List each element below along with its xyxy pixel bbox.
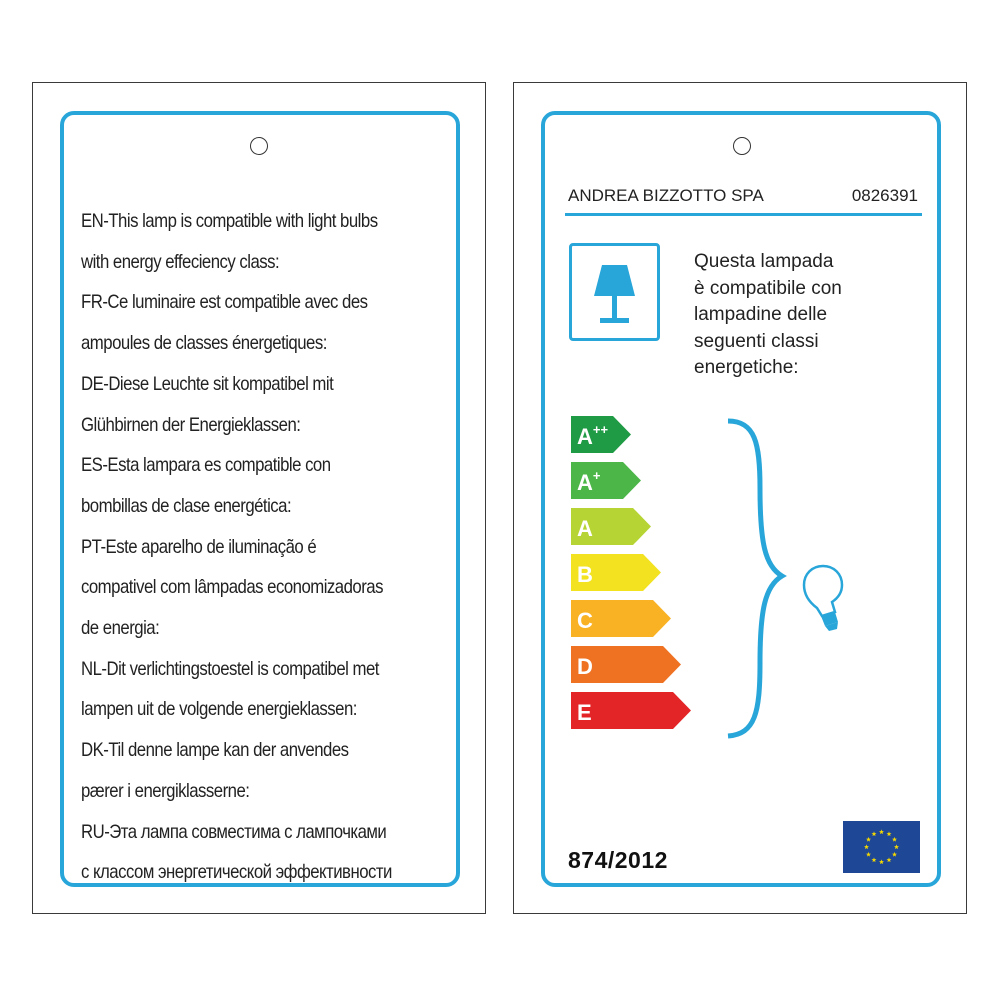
energy-class-c [571, 600, 671, 637]
hang-hole [250, 137, 268, 155]
text-line: EN-This lamp is compatible with light bulbs [81, 210, 378, 232]
energy-class-app [571, 416, 631, 453]
header-divider [565, 213, 922, 216]
energy-class-letter: E [577, 700, 592, 725]
regulation-number: 874/2012 [568, 847, 668, 873]
energy-class-letter: D [577, 654, 593, 679]
energy-label-right [513, 82, 967, 914]
eu-flag-icon [843, 821, 920, 873]
text-line: ampoules de classes énergetiques: [81, 332, 327, 355]
text-line: с классом энергетической эффективности [81, 861, 392, 884]
company-name: ANDREA BIZZOTTO SPA [568, 186, 764, 205]
energy-class-letter: A++ [577, 422, 609, 449]
light-bulb-icon [804, 566, 842, 631]
italian-text [694, 249, 842, 382]
text-line: bombillas de clase energética: [81, 494, 292, 517]
energy-class-letter: B [577, 562, 593, 587]
energy-class-b [571, 554, 661, 591]
energy-class-letter: A+ [577, 468, 601, 495]
energy-class-e [571, 692, 691, 729]
text-line: RU-Эта лампа совместима с лампочками [81, 820, 387, 843]
text-line: FR-Ce luminaire est compatible avec des [81, 291, 368, 314]
text-line: pærer i energiklasserne: [81, 779, 250, 802]
label-frame [541, 111, 941, 887]
text-line: DK-Til denne lampe kan der anvendes [81, 739, 349, 762]
text-line: Glühbirnen der Energieklassen: [81, 413, 301, 436]
text-line: with energy effeciency class: [81, 250, 280, 273]
text-line: ES-Esta lampara es compatible con [81, 454, 331, 477]
product-code: 0826391 [851, 186, 918, 205]
brace-and-bulb [720, 418, 850, 748]
energy-class-a [571, 508, 651, 545]
text-line: lampen uit de volgende energieklassen: [81, 698, 357, 721]
italian-text-line: Questa lampada [694, 251, 834, 272]
energy-class-letter: A [577, 516, 593, 541]
energy-class-letter: C [577, 608, 593, 633]
italian-text-line: è compatibile con [694, 277, 842, 299]
italian-text-line: lampadine delle [694, 304, 828, 325]
energy-class-d [571, 646, 681, 683]
text-line: NL-Dit verlichtingstoestel is compatibel met [81, 657, 379, 680]
italian-text-line: seguenti classi [694, 330, 819, 352]
compatibility-label-left [32, 82, 486, 914]
multilingual-text [81, 201, 451, 893]
text-line: compativel com lâmpadas economizadoras [81, 576, 383, 599]
energy-class-ap [571, 462, 641, 499]
text-line: PT-Este aparelho de iluminação é [81, 535, 317, 558]
text-line: de energia: [81, 617, 160, 640]
italian-text-line: energetiche: [694, 357, 799, 378]
curly-brace-icon [728, 421, 782, 736]
table-lamp-icon [569, 243, 660, 341]
text-line: DE-Diese Leuchte sit kompatibel mit [81, 372, 334, 395]
label-frame [60, 111, 460, 887]
hang-hole [733, 137, 751, 155]
energy-class-scale [571, 416, 701, 746]
